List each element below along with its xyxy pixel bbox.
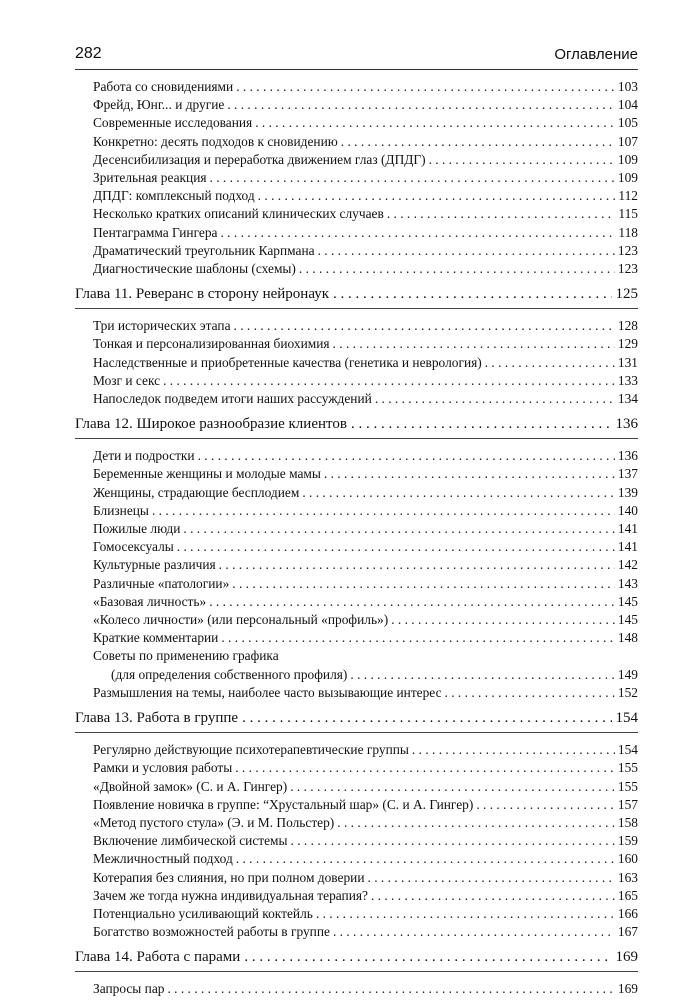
dot-leader xyxy=(242,708,611,728)
dot-leader xyxy=(351,414,612,434)
entry-page: 142 xyxy=(617,557,638,573)
toc-entry xyxy=(75,538,638,556)
entry-title: Несколько кратких описаний клинических случаев xyxy=(93,206,384,222)
toc-entry-line xyxy=(93,647,638,665)
dot-leader xyxy=(445,684,615,702)
entry-page: 169 xyxy=(617,981,638,997)
entry-page: 134 xyxy=(617,391,638,407)
entry-page: 137 xyxy=(617,466,638,482)
dot-leader xyxy=(337,814,615,832)
dot-leader xyxy=(232,575,615,593)
dot-leader xyxy=(291,832,615,850)
entry-title: Конкретно: десять подходов к сновидению xyxy=(93,133,338,149)
entry-title: Культурные различия xyxy=(93,557,216,573)
toc-entry xyxy=(75,317,638,335)
dot-leader xyxy=(485,354,615,372)
toc-entry xyxy=(75,187,638,205)
dot-leader xyxy=(333,923,615,941)
toc-entry xyxy=(75,869,638,887)
entry-title: Пентаграмма Гингера xyxy=(93,224,218,240)
toc-entry xyxy=(75,629,638,647)
chapter-title: Глава 13. Работа в группе xyxy=(75,710,239,727)
entry-title: Появление новичка в группе: “Хрустальный шар» (С. и А. Гингер) xyxy=(93,796,474,812)
entry-title: Беременные женщины и молодые мамы xyxy=(93,466,321,482)
entry-title: Запросы пар xyxy=(93,981,165,997)
entry-page: 109 xyxy=(617,170,638,186)
toc-entry xyxy=(75,796,638,814)
dot-leader xyxy=(244,947,611,967)
dot-leader xyxy=(412,741,615,759)
toc-entry xyxy=(75,778,638,796)
chapter-heading xyxy=(75,947,638,972)
entry-title: Богатство возможностей работы в группе xyxy=(93,924,330,940)
entry-title: Регулярно действующие психотерапевтические группы xyxy=(93,742,409,758)
toc-entry xyxy=(75,647,638,683)
toc-entry xyxy=(75,502,638,520)
entry-page: 109 xyxy=(617,151,638,167)
entry-title: Межличностный подход xyxy=(93,851,233,867)
dot-leader xyxy=(152,502,615,520)
toc-entry xyxy=(75,447,638,465)
entry-page: 141 xyxy=(617,539,638,555)
chapter-heading xyxy=(75,708,638,733)
dot-leader xyxy=(219,556,615,574)
entry-page: 154 xyxy=(617,742,638,758)
toc-entry xyxy=(75,832,638,850)
toc-entry xyxy=(75,205,638,223)
entry-page: 136 xyxy=(617,448,638,464)
dot-leader xyxy=(324,465,615,483)
entry-page: 163 xyxy=(617,869,638,885)
toc-entry xyxy=(75,484,638,502)
entry-page: 133 xyxy=(617,372,638,388)
entry-title: Гомосексуалы xyxy=(93,539,174,555)
entry-title: Диагностические шаблоны (схемы) xyxy=(93,261,296,277)
dot-leader xyxy=(299,260,615,278)
toc-entry xyxy=(75,151,638,169)
dot-leader xyxy=(341,133,615,151)
toc-entry xyxy=(75,242,638,260)
dot-leader xyxy=(236,850,615,868)
entry-title: «Базовая личность» xyxy=(93,593,207,609)
toc-entry xyxy=(75,96,638,114)
dot-leader xyxy=(391,611,615,629)
running-title: Оглавление xyxy=(554,46,638,63)
dot-leader xyxy=(177,538,615,556)
entry-title: Краткие комментарии xyxy=(93,630,219,646)
chapter-page: 136 xyxy=(615,416,638,433)
toc-entry xyxy=(75,593,638,611)
toc-entry xyxy=(75,224,638,242)
toc-entry xyxy=(75,465,638,483)
entry-page: 115 xyxy=(618,206,638,222)
dot-leader xyxy=(210,169,615,187)
dot-leader xyxy=(333,284,611,304)
toc-entry xyxy=(75,372,638,390)
toc-entry xyxy=(75,980,638,998)
entry-page: 140 xyxy=(617,502,638,518)
chapter-heading xyxy=(75,284,638,309)
dot-leader xyxy=(316,905,615,923)
dot-leader xyxy=(375,390,615,408)
toc-entry xyxy=(75,354,638,372)
entry-title: Пожилые люди xyxy=(93,521,181,537)
entry-title: Включение лимбической системы xyxy=(93,833,288,849)
entry-title: «Колесо личности» (или персональный «профиль») xyxy=(93,612,389,628)
entry-page: 160 xyxy=(617,851,638,867)
toc-entry-line xyxy=(93,666,638,684)
toc-entry xyxy=(75,923,638,941)
chapter-page: 169 xyxy=(615,949,638,966)
dot-leader xyxy=(221,629,615,647)
dot-leader xyxy=(429,151,615,169)
chapter-heading xyxy=(75,414,638,439)
entry-title: «Метод пустого стула» (Э. и М. Польстер) xyxy=(93,814,335,830)
dot-leader xyxy=(235,759,615,777)
dot-leader xyxy=(167,980,614,998)
toc-entry xyxy=(75,575,638,593)
toc-entry xyxy=(75,905,638,923)
toc-entry xyxy=(75,850,638,868)
entry-page: 157 xyxy=(617,796,638,812)
toc-entry xyxy=(75,335,638,353)
chapter-title: Глава 12. Широкое разнообразие клиентов xyxy=(75,416,347,433)
entry-page: 167 xyxy=(617,924,638,940)
entry-title-continued: (для определения собственного профиля) xyxy=(111,666,348,682)
dot-leader xyxy=(163,372,615,390)
table-of-contents xyxy=(75,78,638,999)
toc-entry xyxy=(75,741,638,759)
entry-page: 112 xyxy=(618,188,638,204)
toc-entry xyxy=(75,78,638,96)
entry-page: 105 xyxy=(617,115,638,131)
entry-title: Работа со сновидениями xyxy=(93,79,234,94)
entry-page: 155 xyxy=(617,778,638,794)
entry-page: 158 xyxy=(617,814,638,830)
toc-entry xyxy=(75,169,638,187)
entry-page: 152 xyxy=(617,684,638,700)
entry-title: Советы по применению графика xyxy=(93,648,279,664)
dot-leader xyxy=(258,187,616,205)
toc-entry xyxy=(75,390,638,408)
toc-entry xyxy=(75,114,638,132)
entry-page: 155 xyxy=(617,760,638,776)
dot-leader xyxy=(209,593,615,611)
entry-title: Зрительная реакция xyxy=(93,170,207,186)
dot-leader xyxy=(318,242,615,260)
entry-page: 118 xyxy=(618,224,638,240)
entry-page: 141 xyxy=(617,521,638,537)
dot-leader xyxy=(387,205,616,223)
entry-title: Различные «патологии» xyxy=(93,575,230,591)
page-number: 282 xyxy=(75,45,102,62)
chapter-title: Глава 14. Работа с парами xyxy=(75,949,241,966)
toc-entry xyxy=(75,133,638,151)
entry-page: 165 xyxy=(617,887,638,903)
entry-title: Современные исследования xyxy=(93,115,253,131)
entry-title: Котерапия без слияния, но при полном доверии xyxy=(93,869,365,885)
entry-page: 145 xyxy=(617,612,638,628)
entry-title: Напоследок подведем итоги наших рассуждений xyxy=(93,391,372,407)
dot-leader xyxy=(227,96,615,114)
entry-page: 166 xyxy=(617,905,638,921)
toc-entry xyxy=(75,260,638,278)
dot-leader xyxy=(371,887,615,905)
entry-page: 139 xyxy=(617,484,638,500)
chapter-page: 125 xyxy=(615,286,638,303)
entry-page: 103 xyxy=(617,79,638,94)
entry-page: 129 xyxy=(617,336,638,352)
entry-title: Драматический треугольник Карпмана xyxy=(93,242,315,258)
dot-leader xyxy=(220,224,615,242)
entry-title: Наследственные и приобретенные качества (генетика и неврология) xyxy=(93,354,482,370)
toc-entry xyxy=(75,814,638,832)
chapter-title: Глава 11. Реверанс в сторону нейронаук xyxy=(75,286,330,303)
toc-entry xyxy=(75,556,638,574)
entry-page: 145 xyxy=(617,593,638,609)
toc-entry xyxy=(75,887,638,905)
dot-leader xyxy=(333,335,615,353)
chapter-page: 154 xyxy=(615,710,638,727)
dot-leader xyxy=(476,796,615,814)
entry-title: Три исторических этапа xyxy=(93,318,231,334)
dot-leader xyxy=(236,78,615,96)
dot-leader xyxy=(350,666,615,684)
entry-title: Фрейд, Юнг... и другие xyxy=(93,97,225,113)
dot-leader xyxy=(290,778,615,796)
dot-leader xyxy=(302,484,615,502)
entry-page: 143 xyxy=(617,575,638,591)
entry-page: 149 xyxy=(617,666,638,682)
entry-page: 159 xyxy=(617,833,638,849)
dot-leader xyxy=(368,869,615,887)
entry-title: «Двойной замок» (С. и А. Гингер) xyxy=(93,778,288,794)
entry-title: ДПДГ: комплексный подход xyxy=(93,188,255,204)
page-header xyxy=(75,41,638,70)
dot-leader xyxy=(183,520,615,538)
entry-title: Близнецы xyxy=(93,502,149,518)
entry-title: Тонкая и персонализированная биохимия xyxy=(93,336,330,352)
toc-entry xyxy=(75,759,638,777)
entry-page: 131 xyxy=(617,354,638,370)
entry-title: Женщины, страдающие бесплодием xyxy=(93,484,300,500)
entry-page: 104 xyxy=(617,97,638,113)
dot-leader xyxy=(255,114,615,132)
toc-entry xyxy=(75,684,638,702)
entry-page: 123 xyxy=(617,242,638,258)
entry-title: Зачем же тогда нужна индивидуальная терапия? xyxy=(93,887,368,903)
entry-page: 123 xyxy=(617,261,638,277)
entry-title: Десенсибилизация и переработка движением глаз (ДПДГ) xyxy=(93,151,426,167)
dot-leader xyxy=(234,317,615,335)
entry-page: 128 xyxy=(617,318,638,334)
entry-title: Размышления на темы, наиболее часто вызывающие интерес xyxy=(93,684,442,700)
toc-entry xyxy=(75,520,638,538)
dot-leader xyxy=(198,447,615,465)
entry-title: Потенциально усиливающий коктейль xyxy=(93,905,313,921)
entry-title: Мозг и секс xyxy=(93,372,161,388)
toc-entry xyxy=(75,611,638,629)
entry-page: 107 xyxy=(617,133,638,149)
entry-title: Дети и подростки xyxy=(93,448,195,464)
entry-page: 148 xyxy=(617,630,638,646)
entry-title: Рамки и условия работы xyxy=(93,760,233,776)
